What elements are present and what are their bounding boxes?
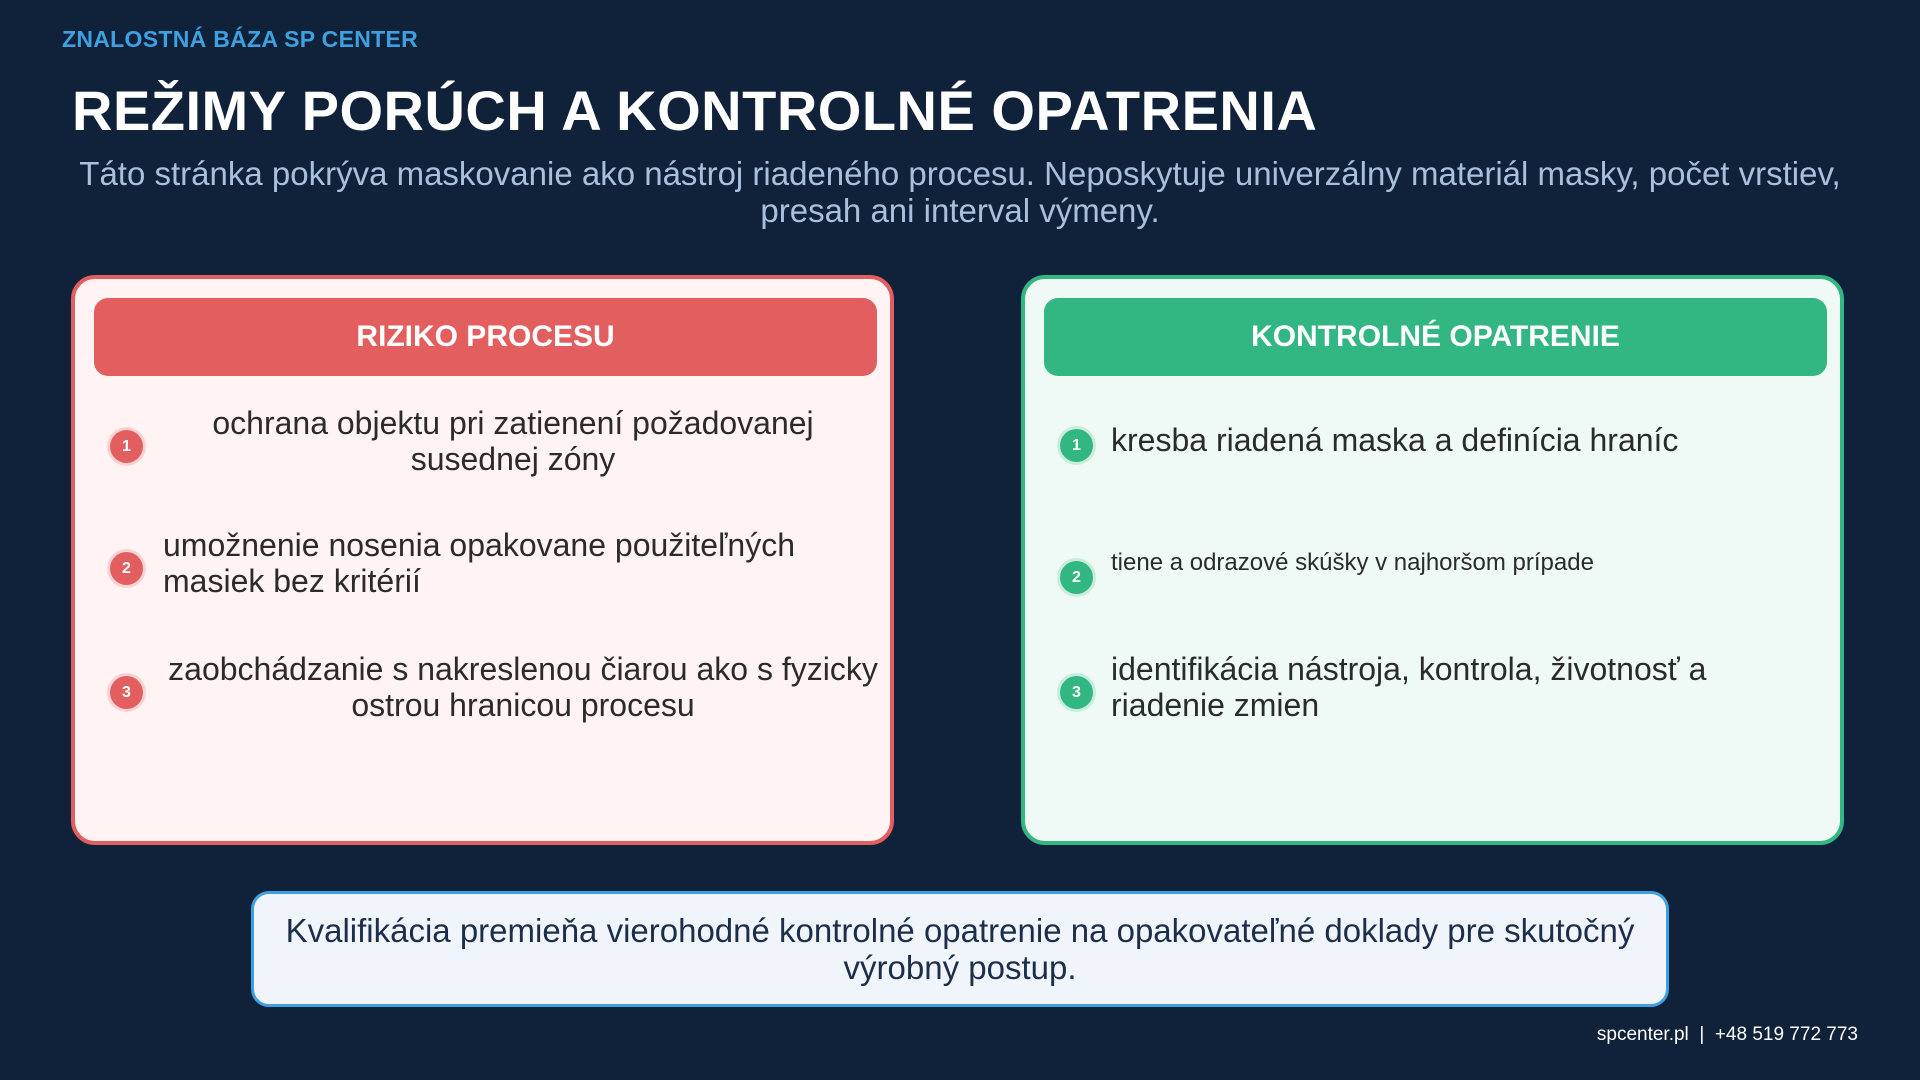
control-item-number: 3 <box>1060 676 1093 709</box>
risk-item-number: 1 <box>110 430 143 463</box>
control-item-number: 2 <box>1060 561 1093 594</box>
control-panel-heading: KONTROLNÉ OPATRENIE <box>1044 298 1827 376</box>
risk-item-text: zaobchádzanie s nakreslenou čiarou ako s fyzicky ostrou hranicou procesu <box>168 651 878 723</box>
risk-item-text: umožnenie nosenia opakovane použiteľných masiek bez kritérií <box>163 527 795 599</box>
risk-item-text: ochrana objektu pri zatienení požadovanej susednej zóny <box>212 405 814 477</box>
control-item-text: identifikácia nástroja, kontrola, životnosť a riadenie zmien <box>1111 651 1707 723</box>
control-item-text: kresba riadená maska a definícia hraníc <box>1111 422 1679 458</box>
risk-item-number: 3 <box>110 676 143 709</box>
control-item-number: 1 <box>1060 429 1093 462</box>
risk-item-number: 2 <box>110 552 143 585</box>
risk-panel <box>71 275 894 845</box>
control-item-text: tiene a odrazové skúšky v najhoršom prípade <box>1111 549 1594 576</box>
control-panel <box>1021 275 1844 845</box>
page-title: REŽIMY PORÚCH A KONTROLNÉ OPATRENIA <box>72 79 1318 142</box>
footer-contact: spcenter.pl | +48 519 772 773 <box>1596 1024 1858 1045</box>
brand-label: ZNALOSTNÁ BÁZA SP CENTER <box>62 26 419 52</box>
qualification-note: Kvalifikácia premieňa vierohodné kontrolné opatrenie na opakovateľné doklady pre skutočný výrobný postup. <box>251 891 1669 1007</box>
page-subtitle: Táto stránka pokrýva maskovanie ako nástroj riadeného procesu. Neposkytuje univerzálny materiál masky, počet vrstiev, presah ani interval výmeny. <box>79 155 1841 229</box>
risk-panel-heading: RIZIKO PROCESU <box>94 298 877 376</box>
